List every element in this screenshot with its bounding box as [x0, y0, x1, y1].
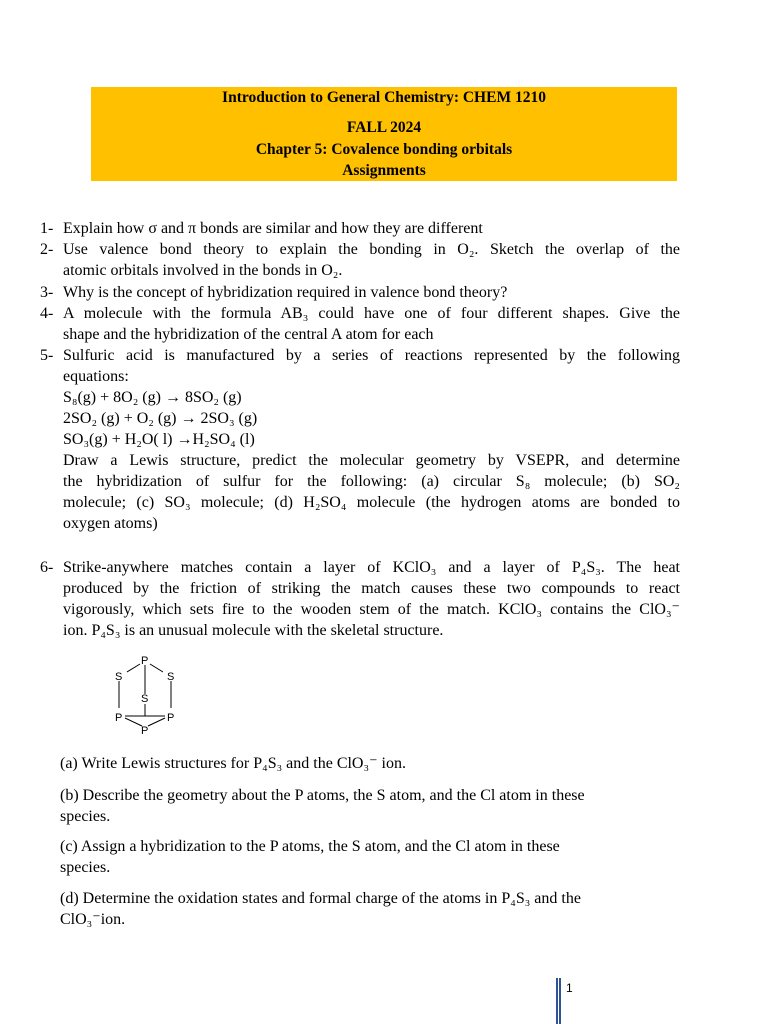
question-text-line: molecule; (c) SO₃ molecule; (d) H₂SO₄ molecule (the hydrogen atoms are bonded to	[63, 494, 680, 511]
question-4	[40, 303, 680, 345]
structure-atom-p-bottom: P	[141, 725, 149, 737]
subquestion-line: (b) Describe the geometry about the P atoms, the S atom, and the Cl atom in these	[60, 787, 585, 804]
equation-2: 2SO₂ (g) + O₂ (g) → 2SO₃ (g)	[63, 410, 258, 427]
question-number: 3-	[40, 284, 54, 301]
page-number: 1	[566, 981, 573, 995]
question-text-line: shape and the hybridization of the central A atom for each	[63, 326, 434, 343]
structure-atom-s-center: S	[141, 693, 149, 705]
subquestion-c	[60, 836, 680, 878]
question-text-line: Draw a Lewis structure, predict the molecular geometry by VSEPR, and determine	[63, 452, 680, 469]
question-text-line: atomic orbitals involved in the bonds in O₂.	[63, 262, 343, 279]
question-2	[40, 239, 680, 281]
question-5	[40, 345, 680, 534]
question-number: 6-	[40, 559, 54, 576]
question-3	[40, 282, 680, 303]
page-number-rule	[556, 978, 558, 1024]
question-text-line: Use valence bond theory to explain the bonding in O₂. Sketch the overlap of the	[63, 241, 680, 258]
question-number: 5-	[40, 347, 54, 364]
structure-atom-p-left: P	[115, 712, 123, 724]
question-number: 2-	[40, 241, 54, 258]
subquestion-b	[60, 785, 680, 827]
question-text-line: the hybridization of sulfur for the following: (a) circular S₈ molecule; (b) SO₂	[63, 473, 680, 490]
question-text-line: Strike-anywhere matches contain a layer of KClO₃ and a layer of P₄S₃. The heat	[63, 559, 680, 576]
question-6	[40, 557, 680, 641]
question-text: Explain how σ and π bonds are similar and how they are different	[63, 220, 483, 237]
question-1	[40, 218, 680, 239]
title-banner	[91, 87, 677, 181]
structure-atom-p-right: P	[167, 712, 175, 724]
section-title: Assignments	[342, 162, 426, 179]
question-text: Why is the concept of hybridization required in valence bond theory?	[63, 284, 508, 301]
subquestion-line: (c) Assign a hybridization to the P atoms, the S atom, and the Cl atom in these	[60, 838, 560, 855]
question-number: 1-	[40, 220, 54, 237]
equation-1: S₈(g) + 8O₂ (g) → 8SO₂ (g)	[63, 389, 242, 406]
term: FALL 2024	[346, 119, 422, 136]
question-text-line: A molecule with the formula AB₃ could have one of four different shapes. Give the	[63, 305, 680, 322]
structure-atom-s-right: S	[167, 671, 175, 683]
page-number-rule	[559, 978, 561, 1024]
question-text-line: ion. P₄S₃ is an unusual molecule with the skeletal structure.	[63, 622, 444, 639]
subquestion-line: species.	[60, 808, 111, 825]
question-number: 4-	[40, 305, 54, 322]
equation-3: SO₃(g) + H₂O( l) →H₂SO₄ (l)	[63, 431, 255, 448]
p4s3-structure-diagram	[108, 652, 188, 742]
subquestion-a: (a) Write Lewis structures for P₄S₃ and the ClO₃⁻ ion.	[60, 755, 406, 772]
question-text-line: produced by the friction of striking the match causes these two compounds to react	[63, 580, 680, 597]
subquestion-d	[60, 888, 680, 930]
question-text-line: oxygen atoms)	[63, 515, 158, 532]
structure-atom-s-left: S	[115, 671, 123, 683]
subquestion-line: species.	[60, 859, 111, 876]
course-title: Introduction to General Chemistry: CHEM 1210	[222, 89, 546, 106]
question-text-line: equations:	[63, 368, 129, 385]
structure-atom-p-top: P	[141, 655, 149, 667]
question-text-line: vigorously, which sets fire to the wooden stem of the match. KClO₃ contains the ClO₃⁻	[63, 601, 680, 618]
question-text-line: Sulfuric acid is manufactured by a series of reactions represented by the following	[63, 347, 680, 364]
chapter-title: Chapter 5: Covalence bonding orbitals	[255, 141, 513, 158]
subquestion-line: ClO₃⁻ion.	[60, 911, 126, 928]
subquestion-line: (d) Determine the oxidation states and formal charge of the atoms in P₄S₃ and the	[60, 890, 581, 907]
